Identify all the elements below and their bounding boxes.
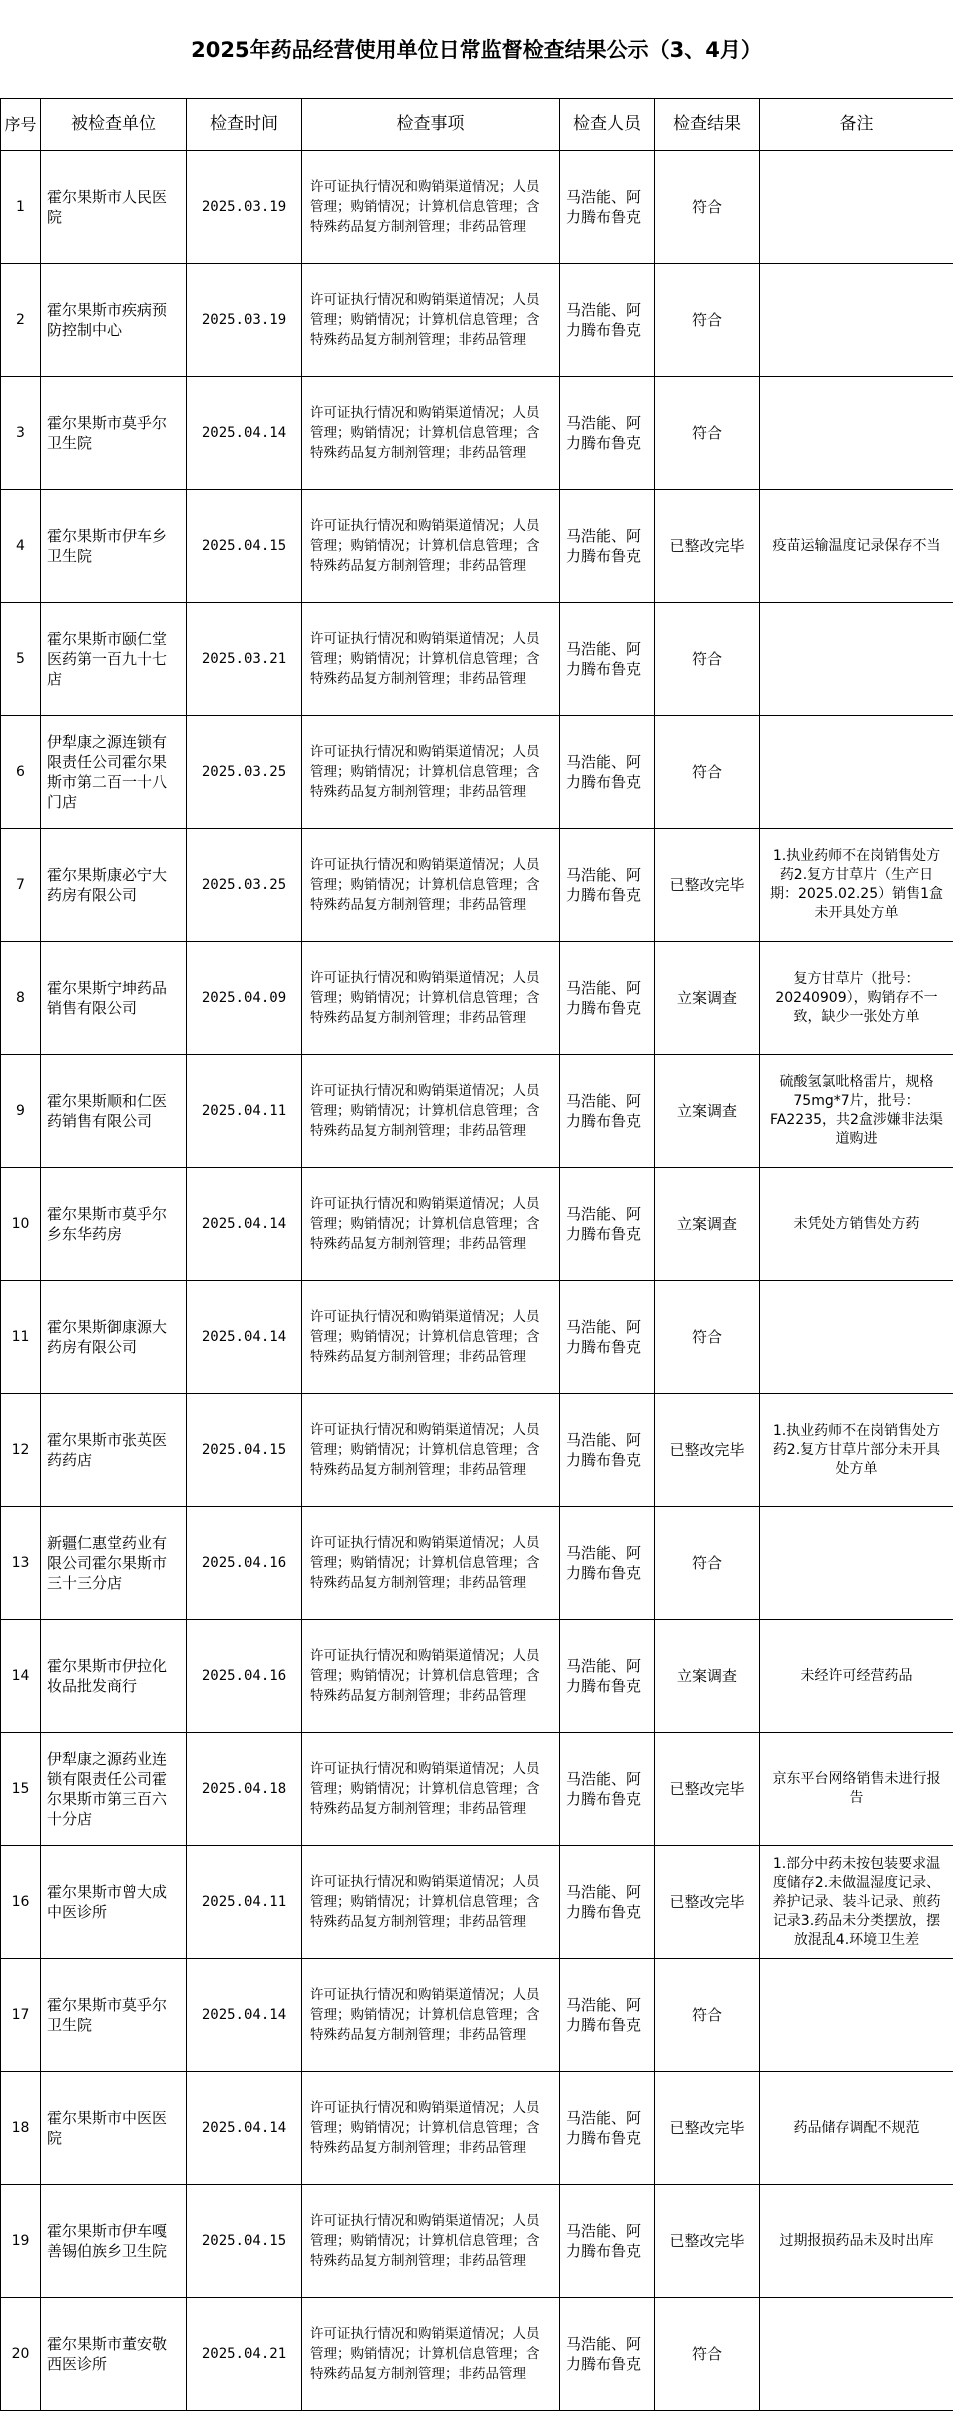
cell-unit: 霍尔果斯市莫乎尔卫生院 xyxy=(41,1959,187,2072)
cell-note xyxy=(760,264,953,377)
cell-items: 许可证执行情况和购销渠道情况；人员管理；购销情况；计算机信息管理；含特殊药品复方制剂管理；非药品管理 xyxy=(302,829,560,942)
cell-unit: 霍尔果斯市人民医院 xyxy=(41,151,187,264)
cell-inspectors: 马浩能、阿力腾布鲁克 xyxy=(560,2185,655,2298)
cell-note xyxy=(760,1846,953,1959)
cell-no: 18 xyxy=(1,2072,41,2185)
cell-items: 许可证执行情况和购销渠道情况；人员管理；购销情况；计算机信息管理；含特殊药品复方制剂管理；非药品管理 xyxy=(302,1507,560,1620)
note-text: 药品储存调配不规范 xyxy=(793,2119,920,2136)
cell-unit: 霍尔果斯市中医医院 xyxy=(41,2072,187,2185)
cell-items: 许可证执行情况和购销渠道情况；人员管理；购销情况；计算机信息管理；含特殊药品复方制剂管理；非药品管理 xyxy=(302,1620,560,1733)
cell-unit: 霍尔果斯顺和仁医药销售有限公司 xyxy=(41,1055,187,1168)
cell-unit: 伊犁康之源药业连锁有限责任公司霍尔果斯市第三百六十分店 xyxy=(41,1733,187,1846)
cell-inspectors: 马浩能、阿力腾布鲁克 xyxy=(560,1281,655,1394)
cell-inspectors: 马浩能、阿力腾布鲁克 xyxy=(560,264,655,377)
cell-result: 立案调查 xyxy=(655,1168,760,1281)
cell-no: 7 xyxy=(1,829,41,942)
cell-no: 5 xyxy=(1,603,41,716)
header-note: 备注 xyxy=(760,99,953,151)
cell-unit: 霍尔果斯市伊车乡卫生院 xyxy=(41,490,187,603)
cell-note xyxy=(760,2185,953,2298)
cell-time: 2025.04.15 xyxy=(187,1394,302,1507)
cell-no: 2 xyxy=(1,264,41,377)
cell-inspectors: 马浩能、阿力腾布鲁克 xyxy=(560,1846,655,1959)
cell-time: 2025.04.14 xyxy=(187,377,302,490)
cell-note xyxy=(760,603,953,716)
cell-items: 许可证执行情况和购销渠道情况；人员管理；购销情况；计算机信息管理；含特殊药品复方制剂管理；非药品管理 xyxy=(302,264,560,377)
cell-note xyxy=(760,377,953,490)
cell-unit: 霍尔果斯市疾病预防控制中心 xyxy=(41,264,187,377)
table-row xyxy=(1,716,953,829)
cell-note xyxy=(760,1507,953,1620)
cell-result: 已整改完毕 xyxy=(655,1846,760,1959)
table-row xyxy=(1,829,953,942)
header-inspectors: 检查人员 xyxy=(560,99,655,151)
cell-note xyxy=(760,942,953,1055)
cell-items: 许可证执行情况和购销渠道情况；人员管理；购销情况；计算机信息管理；含特殊药品复方制剂管理；非药品管理 xyxy=(302,1733,560,1846)
inspection-results-table xyxy=(0,98,953,2411)
cell-time: 2025.04.16 xyxy=(187,1507,302,1620)
cell-result: 立案调查 xyxy=(655,1055,760,1168)
cell-note xyxy=(760,490,953,603)
header-result: 检查结果 xyxy=(655,99,760,151)
cell-result: 已整改完毕 xyxy=(655,490,760,603)
table-row xyxy=(1,1733,953,1846)
header-no: 序号 xyxy=(1,99,41,151)
cell-no: 16 xyxy=(1,1846,41,1959)
cell-inspectors: 马浩能、阿力腾布鲁克 xyxy=(560,1055,655,1168)
cell-inspectors: 马浩能、阿力腾布鲁克 xyxy=(560,1168,655,1281)
cell-note xyxy=(760,151,953,264)
cell-result: 符合 xyxy=(655,264,760,377)
cell-time: 2025.04.11 xyxy=(187,1846,302,1959)
cell-inspectors: 马浩能、阿力腾布鲁克 xyxy=(560,829,655,942)
note-text: 复方甘草片（批号：20240909），购销存不一致，缺少一张处方单 xyxy=(775,970,938,1025)
cell-note xyxy=(760,1055,953,1168)
cell-unit: 霍尔果斯市伊车嘎善锡伯族乡卫生院 xyxy=(41,2185,187,2298)
cell-note xyxy=(760,1620,953,1733)
cell-items: 许可证执行情况和购销渠道情况；人员管理；购销情况；计算机信息管理；含特殊药品复方制剂管理；非药品管理 xyxy=(302,151,560,264)
cell-inspectors: 马浩能、阿力腾布鲁克 xyxy=(560,603,655,716)
cell-result: 已整改完毕 xyxy=(655,829,760,942)
note-text: 1.执业药师不在岗销售处方药2.复方甘草片部分未开具处方单 xyxy=(772,1422,941,1477)
cell-time: 2025.04.14 xyxy=(187,1168,302,1281)
note-text: 未凭处方销售处方药 xyxy=(793,1215,920,1232)
table-row xyxy=(1,1959,953,2072)
cell-no: 19 xyxy=(1,2185,41,2298)
cell-time: 2025.03.25 xyxy=(187,716,302,829)
cell-items: 许可证执行情况和购销渠道情况；人员管理；购销情况；计算机信息管理；含特殊药品复方制剂管理；非药品管理 xyxy=(302,716,560,829)
cell-items: 许可证执行情况和购销渠道情况；人员管理；购销情况；计算机信息管理；含特殊药品复方制剂管理；非药品管理 xyxy=(302,2185,560,2298)
cell-unit: 霍尔果斯市莫乎尔卫生院 xyxy=(41,377,187,490)
page-title: 2025年药品经营使用单位日常监督检查结果公示（3、4月） xyxy=(191,38,762,62)
cell-time: 2025.04.14 xyxy=(187,1959,302,2072)
note-text: 1.部分中药未按包装要求温度储存2.未做温湿度记录、养护记录、装斗记录、煎药记录3.药品未分类摆放，摆放混乱4.环境卫生差 xyxy=(772,1855,941,1948)
header-unit: 被检查单位 xyxy=(41,99,187,151)
cell-time: 2025.04.21 xyxy=(187,2298,302,2411)
cell-time: 2025.04.15 xyxy=(187,490,302,603)
cell-no: 4 xyxy=(1,490,41,603)
note-text: 硫酸氢氯吡格雷片，规格75mg*7片，批号：FA2235，共2盒涉嫌非法渠道购进 xyxy=(770,1074,943,1147)
cell-time: 2025.03.19 xyxy=(187,264,302,377)
cell-no: 13 xyxy=(1,1507,41,1620)
cell-unit: 霍尔果斯市莫乎尔乡东华药房 xyxy=(41,1168,187,1281)
cell-time: 2025.03.19 xyxy=(187,151,302,264)
cell-time: 2025.04.15 xyxy=(187,2185,302,2298)
cell-time: 2025.03.21 xyxy=(187,603,302,716)
cell-unit: 新疆仁惠堂药业有限公司霍尔果斯市三十三分店 xyxy=(41,1507,187,1620)
cell-time: 2025.04.09 xyxy=(187,942,302,1055)
cell-time: 2025.04.16 xyxy=(187,1620,302,1733)
cell-items: 许可证执行情况和购销渠道情况；人员管理；购销情况；计算机信息管理；含特殊药品复方制剂管理；非药品管理 xyxy=(302,377,560,490)
cell-time: 2025.04.11 xyxy=(187,1055,302,1168)
cell-note xyxy=(760,1168,953,1281)
table-row xyxy=(1,1055,953,1168)
note-text: 京东平台网络销售未进行报告 xyxy=(772,1771,941,1806)
cell-items: 许可证执行情况和购销渠道情况；人员管理；购销情况；计算机信息管理；含特殊药品复方制剂管理；非药品管理 xyxy=(302,1055,560,1168)
cell-result: 已整改完毕 xyxy=(655,2072,760,2185)
cell-items: 许可证执行情况和购销渠道情况；人员管理；购销情况；计算机信息管理；含特殊药品复方制剂管理；非药品管理 xyxy=(302,603,560,716)
table-row xyxy=(1,942,953,1055)
cell-result: 立案调查 xyxy=(655,1620,760,1733)
cell-unit: 霍尔果斯市董安敬西医诊所 xyxy=(41,2298,187,2411)
cell-note xyxy=(760,829,953,942)
cell-result: 符合 xyxy=(655,1959,760,2072)
cell-items: 许可证执行情况和购销渠道情况；人员管理；购销情况；计算机信息管理；含特殊药品复方制剂管理；非药品管理 xyxy=(302,1394,560,1507)
cell-note xyxy=(760,2072,953,2185)
cell-result: 符合 xyxy=(655,716,760,829)
cell-items: 许可证执行情况和购销渠道情况；人员管理；购销情况；计算机信息管理；含特殊药品复方制剂管理；非药品管理 xyxy=(302,2072,560,2185)
cell-inspectors: 马浩能、阿力腾布鲁克 xyxy=(560,1507,655,1620)
cell-inspectors: 马浩能、阿力腾布鲁克 xyxy=(560,490,655,603)
note-text: 1.执业药师不在岗销售处方药2.复方甘草片（生产日期：2025.02.25）销售1盒未开具处方单 xyxy=(769,848,944,921)
cell-result: 立案调查 xyxy=(655,942,760,1055)
cell-result: 已整改完毕 xyxy=(655,1733,760,1846)
cell-note xyxy=(760,1281,953,1394)
cell-items: 许可证执行情况和购销渠道情况；人员管理；购销情况；计算机信息管理；含特殊药品复方制剂管理；非药品管理 xyxy=(302,1846,560,1959)
cell-result: 已整改完毕 xyxy=(655,2185,760,2298)
table-row xyxy=(1,2298,953,2411)
header-items: 检查事项 xyxy=(302,99,560,151)
cell-unit: 霍尔果斯市张英医药药店 xyxy=(41,1394,187,1507)
cell-items: 许可证执行情况和购销渠道情况；人员管理；购销情况；计算机信息管理；含特殊药品复方制剂管理；非药品管理 xyxy=(302,2298,560,2411)
table-row xyxy=(1,1168,953,1281)
table-row xyxy=(1,2185,953,2298)
cell-items: 许可证执行情况和购销渠道情况；人员管理；购销情况；计算机信息管理；含特殊药品复方制剂管理；非药品管理 xyxy=(302,1281,560,1394)
cell-unit: 霍尔果斯宁坤药品销售有限公司 xyxy=(41,942,187,1055)
cell-no: 11 xyxy=(1,1281,41,1394)
cell-inspectors: 马浩能、阿力腾布鲁克 xyxy=(560,2298,655,2411)
table-row xyxy=(1,1394,953,1507)
table-row xyxy=(1,264,953,377)
cell-note xyxy=(760,2298,953,2411)
cell-inspectors: 马浩能、阿力腾布鲁克 xyxy=(560,716,655,829)
cell-no: 6 xyxy=(1,716,41,829)
cell-result: 符合 xyxy=(655,1281,760,1394)
cell-no: 8 xyxy=(1,942,41,1055)
cell-result: 符合 xyxy=(655,151,760,264)
cell-items: 许可证执行情况和购销渠道情况；人员管理；购销情况；计算机信息管理；含特殊药品复方制剂管理；非药品管理 xyxy=(302,1168,560,1281)
cell-inspectors: 马浩能、阿力腾布鲁克 xyxy=(560,1959,655,2072)
note-text: 疫苗运输温度记录保存不当 xyxy=(772,537,941,554)
cell-no: 3 xyxy=(1,377,41,490)
cell-result: 符合 xyxy=(655,377,760,490)
cell-inspectors: 马浩能、阿力腾布鲁克 xyxy=(560,377,655,490)
cell-note xyxy=(760,1394,953,1507)
table-row xyxy=(1,1507,953,1620)
cell-no: 9 xyxy=(1,1055,41,1168)
header-time: 检查时间 xyxy=(187,99,302,151)
cell-no: 12 xyxy=(1,1394,41,1507)
table-row xyxy=(1,1846,953,1959)
cell-time: 2025.04.14 xyxy=(187,2072,302,2185)
cell-inspectors: 马浩能、阿力腾布鲁克 xyxy=(560,1620,655,1733)
cell-result: 已整改完毕 xyxy=(655,1394,760,1507)
cell-result: 符合 xyxy=(655,603,760,716)
cell-unit: 霍尔果斯市颐仁堂医药第一百九十七店 xyxy=(41,603,187,716)
table-row xyxy=(1,603,953,716)
cell-no: 20 xyxy=(1,2298,41,2411)
cell-no: 10 xyxy=(1,1168,41,1281)
cell-inspectors: 马浩能、阿力腾布鲁克 xyxy=(560,2072,655,2185)
table-row xyxy=(1,151,953,264)
cell-unit: 霍尔果斯市伊拉化妆品批发商行 xyxy=(41,1620,187,1733)
table-row xyxy=(1,1281,953,1394)
cell-note xyxy=(760,1733,953,1846)
cell-unit: 霍尔果斯市曾大成中医诊所 xyxy=(41,1846,187,1959)
cell-no: 1 xyxy=(1,151,41,264)
table-row xyxy=(1,2072,953,2185)
cell-unit: 霍尔果斯御康源大药房有限公司 xyxy=(41,1281,187,1394)
cell-unit: 霍尔果斯康必宁大药房有限公司 xyxy=(41,829,187,942)
cell-time: 2025.03.25 xyxy=(187,829,302,942)
cell-result: 符合 xyxy=(655,2298,760,2411)
cell-time: 2025.04.14 xyxy=(187,1281,302,1394)
table-row xyxy=(1,377,953,490)
cell-no: 15 xyxy=(1,1733,41,1846)
cell-items: 许可证执行情况和购销渠道情况；人员管理；购销情况；计算机信息管理；含特殊药品复方制剂管理；非药品管理 xyxy=(302,942,560,1055)
cell-inspectors: 马浩能、阿力腾布鲁克 xyxy=(560,1733,655,1846)
note-text: 未经许可经营药品 xyxy=(800,1667,913,1684)
cell-no: 14 xyxy=(1,1620,41,1733)
cell-no: 17 xyxy=(1,1959,41,2072)
cell-inspectors: 马浩能、阿力腾布鲁克 xyxy=(560,1394,655,1507)
table-row xyxy=(1,1620,953,1733)
cell-inspectors: 马浩能、阿力腾布鲁克 xyxy=(560,942,655,1055)
table-row xyxy=(1,490,953,603)
cell-note xyxy=(760,1959,953,2072)
cell-note xyxy=(760,716,953,829)
cell-unit: 伊犁康之源连锁有限责任公司霍尔果斯市第二百一十八门店 xyxy=(41,716,187,829)
cell-inspectors: 马浩能、阿力腾布鲁克 xyxy=(560,151,655,264)
cell-items: 许可证执行情况和购销渠道情况；人员管理；购销情况；计算机信息管理；含特殊药品复方制剂管理；非药品管理 xyxy=(302,490,560,603)
cell-time: 2025.04.18 xyxy=(187,1733,302,1846)
table-header-row xyxy=(1,99,953,151)
cell-items: 许可证执行情况和购销渠道情况；人员管理；购销情况；计算机信息管理；含特殊药品复方制剂管理；非药品管理 xyxy=(302,1959,560,2072)
cell-result: 符合 xyxy=(655,1507,760,1620)
note-text: 过期报损药品未及时出库 xyxy=(779,2232,934,2249)
